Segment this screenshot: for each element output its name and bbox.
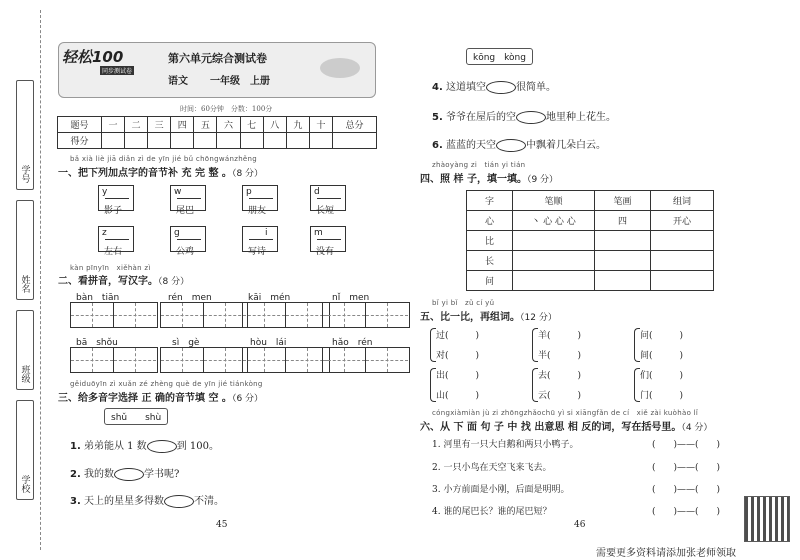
compare-word[interactable]: 问( ) — [640, 331, 684, 341]
q6-line: 1. 河里有一只大白鹅和两只小鸭子。 — [432, 440, 579, 450]
compare-word[interactable]: 出( ) — [436, 371, 480, 381]
stroke-count-blank[interactable] — [595, 231, 651, 251]
score-cell[interactable] — [286, 133, 309, 149]
q6-answer-blank[interactable]: ( )——( ) — [652, 485, 721, 495]
q2-grid[interactable] — [322, 347, 410, 373]
student-id-label: 学号 — [16, 80, 34, 190]
score-table — [57, 116, 377, 149]
score-cell[interactable] — [194, 133, 217, 149]
grade: 一年级 — [210, 76, 240, 87]
stroke-char: 比 — [467, 231, 513, 251]
q6-title: 六、从 下 面 句 子 中 找 出意思 相 反的词，写在括号里。（4 分） — [420, 422, 713, 433]
q5-title: 五、比一比，再组词。（12 分） — [420, 312, 557, 323]
stroke-order-blank[interactable] — [513, 251, 595, 271]
name-label: 姓名 — [16, 200, 34, 300]
score-header-cell: 一 — [101, 117, 124, 133]
score-header-cell: 十 — [309, 117, 332, 133]
answer-cloud[interactable] — [164, 495, 194, 508]
stroke-word: 开心 — [651, 211, 714, 231]
score-cell[interactable] — [101, 133, 124, 149]
q1-item[interactable]: g — [170, 226, 206, 252]
q2-pinyin-item: bā shǒu — [76, 338, 118, 348]
compare-word[interactable]: 去( ) — [538, 371, 582, 381]
score-cell[interactable] — [332, 133, 376, 149]
stroke-header: 字 — [467, 191, 513, 211]
score-header-cell: 二 — [125, 117, 148, 133]
stroke-header: 笔顺 — [513, 191, 595, 211]
score-header-cell: 九 — [286, 117, 309, 133]
score-row-label: 得分 — [58, 133, 102, 149]
answer-cloud[interactable] — [516, 111, 546, 124]
stroke-word-blank[interactable] — [651, 251, 714, 271]
stroke-word-blank[interactable] — [651, 231, 714, 251]
q6-pinyin: cóngxiàmiàn jù zi zhōngzhǎochū yì si xiāngfǎn de cí xiě zài kuòhào lǐ — [432, 409, 699, 417]
q6-line: 2. 一只小鸟在天空飞来飞去。 — [432, 463, 552, 473]
q2-pinyin-item: nǐ men — [332, 293, 370, 303]
q2-pinyin: kàn pīnyīn xiěhàn zì — [70, 264, 151, 272]
score-header-cell: 五 — [194, 117, 217, 133]
score-header-cell: 八 — [263, 117, 286, 133]
score-header-cell: 三 — [148, 117, 171, 133]
q3-title: 三、给多音字选择 正 确的音节填 空 。（6 分） — [58, 393, 264, 404]
q2-grid[interactable] — [322, 302, 410, 328]
class-label: 班级 — [16, 310, 34, 390]
q1-item[interactable]: i — [242, 226, 278, 252]
score-header-cell: 七 — [240, 117, 263, 133]
q1-item[interactable]: p — [242, 185, 278, 211]
stroke-order-blank[interactable] — [513, 231, 595, 251]
logo-subtitle: 同步测试卷 — [102, 68, 133, 75]
stroke-word-blank[interactable] — [651, 271, 714, 291]
school-label: 学校 — [16, 400, 34, 500]
score-cell[interactable] — [217, 133, 240, 149]
score-cell[interactable] — [148, 133, 171, 149]
stroke-char: 长 — [467, 251, 513, 271]
stroke-table — [466, 190, 714, 291]
q3-line-4: 4. 这道填空 很简单。 — [432, 82, 556, 93]
exam-title: 第六单元综合测试卷 — [168, 52, 267, 65]
binding-line — [40, 10, 41, 550]
subject: 语文 — [168, 76, 188, 87]
logo: 轻松100 — [62, 48, 124, 66]
q1-word: 没有 — [316, 247, 335, 257]
compare-word[interactable]: 羊( ) — [538, 331, 582, 341]
score-cell[interactable] — [263, 133, 286, 149]
q1-item[interactable]: d — [310, 185, 346, 211]
score-header-cell: 总分 — [332, 117, 376, 133]
compare-word[interactable]: 过( ) — [436, 331, 480, 341]
q1-word: 朋友 — [248, 206, 267, 216]
time-score: 时间：60分钟 分数：100分 — [180, 105, 273, 113]
stroke-order: 丶 心 心 心 — [513, 211, 595, 231]
q1-word: 公鸡 — [176, 247, 195, 257]
q1-item[interactable]: z — [98, 226, 134, 252]
compare-word[interactable]: 对( ) — [436, 351, 480, 361]
compare-word[interactable]: 们( ) — [640, 371, 684, 381]
q2-grid[interactable] — [160, 347, 248, 373]
term: 上册 — [250, 76, 270, 87]
answer-cloud[interactable] — [147, 440, 177, 453]
stroke-char: 心 — [467, 211, 513, 231]
stroke-count-blank[interactable] — [595, 271, 651, 291]
q1-item[interactable]: m — [310, 226, 346, 252]
q3-line-5: 5. 爷爷在屋后的空 地里种上花生。 — [432, 112, 616, 123]
answer-cloud[interactable] — [114, 468, 144, 481]
page-number-right: 46 — [574, 520, 586, 530]
score-header-cell: 四 — [171, 117, 194, 133]
q2-pinyin-item: kāi mén — [248, 293, 291, 303]
q2-grid[interactable] — [160, 302, 248, 328]
q1-word: 影子 — [104, 206, 123, 216]
stroke-count-blank[interactable] — [595, 251, 651, 271]
compare-word[interactable]: 半( ) — [538, 351, 582, 361]
q6-line: 3. 小方前面是小刚，后面是明明。 — [432, 485, 570, 495]
score-cell[interactable] — [125, 133, 148, 149]
q2-grid[interactable] — [242, 347, 330, 373]
compare-word[interactable]: 间( ) — [640, 351, 684, 361]
q4-pinyin: zhàoyàng zi tián yi tián — [432, 161, 526, 169]
q2-title: 二、看拼音，写汉字。（8 分） — [58, 276, 190, 287]
q2-pinyin-item: bàn tiān — [76, 293, 120, 303]
q2-pinyin-item: sì gè — [172, 338, 200, 348]
q2-grid[interactable] — [70, 347, 158, 373]
score-header-cell: 题号 — [58, 117, 102, 133]
q3-line-2: 2. 我的数 学书呢? — [70, 469, 180, 480]
q4-title: 四、照 样 子，填一填。（9 分） — [420, 174, 559, 185]
qr-code[interactable] — [744, 496, 790, 542]
stroke-count: 四 — [595, 211, 651, 231]
q1-word: 左右 — [104, 247, 123, 257]
q2-pinyin-item: hǎo rén — [332, 338, 373, 348]
plane-illustration — [320, 58, 360, 78]
q6-answer-blank[interactable]: ( )——( ) — [652, 463, 721, 473]
q1-title: 一、把下列加点字的音节补 充 完 整 。（8 分） — [58, 168, 264, 179]
q3-line-1: 1. 弟弟能从 1 数 到 100。 — [70, 441, 219, 452]
q2-grid[interactable] — [242, 302, 330, 328]
q6-answer-blank[interactable]: ( )——( ) — [652, 507, 721, 517]
q3-pinyin: gěiduōyīn zì xuǎn zé zhèng què de yīn jié tiánkòng — [70, 380, 263, 388]
score-cell[interactable] — [240, 133, 263, 149]
q1-item[interactable]: w — [170, 185, 206, 211]
compare-word[interactable]: 云( ) — [538, 391, 582, 401]
q1-word: 尾巴 — [176, 206, 195, 216]
answer-cloud[interactable] — [496, 139, 526, 152]
stroke-order-blank[interactable] — [513, 271, 595, 291]
q5-pinyin: bǐ yi bǐ zǔ cí yǔ — [432, 299, 495, 307]
stroke-char: 问 — [467, 271, 513, 291]
compare-word[interactable]: 山( ) — [436, 391, 480, 401]
q3b-choice-box: kōng kòng — [466, 48, 533, 65]
footer-note: 需要更多资料请添加张老师领取 — [596, 548, 736, 559]
q6-answer-blank[interactable]: ( )——( ) — [652, 440, 721, 450]
page-number-left: 45 — [216, 520, 228, 530]
q1-item[interactable]: y — [98, 185, 134, 211]
score-cell[interactable] — [309, 133, 332, 149]
q2-pinyin-item: hòu lái — [250, 338, 287, 348]
q2-grid[interactable] — [70, 302, 158, 328]
q6-line: 4. 谁的尾巴长？谁的尾巴短？ — [432, 507, 552, 517]
q1-word: 写诗 — [248, 247, 267, 257]
score-header-cell: 六 — [217, 117, 240, 133]
q2-pinyin-item: rén men — [168, 293, 212, 303]
q3-choice-box: shǔ shù — [104, 408, 168, 425]
stroke-header: 组词 — [651, 191, 714, 211]
answer-cloud[interactable] — [486, 81, 516, 94]
q1-word: 长短 — [316, 206, 335, 216]
q3-line-3: 3. 天上的星星多得数 不清。 — [70, 496, 224, 507]
score-cell[interactable] — [171, 133, 194, 149]
q3-line-6: 6. 蓝蓝的天空 中飘着几朵白云。 — [432, 140, 606, 151]
q1-pinyin: bǎ xià liè jiā diǎn zì de yīn jié bǔ chōngwánzhěng — [70, 155, 258, 163]
stroke-header: 笔画 — [595, 191, 651, 211]
compare-word[interactable]: 门( ) — [640, 391, 684, 401]
